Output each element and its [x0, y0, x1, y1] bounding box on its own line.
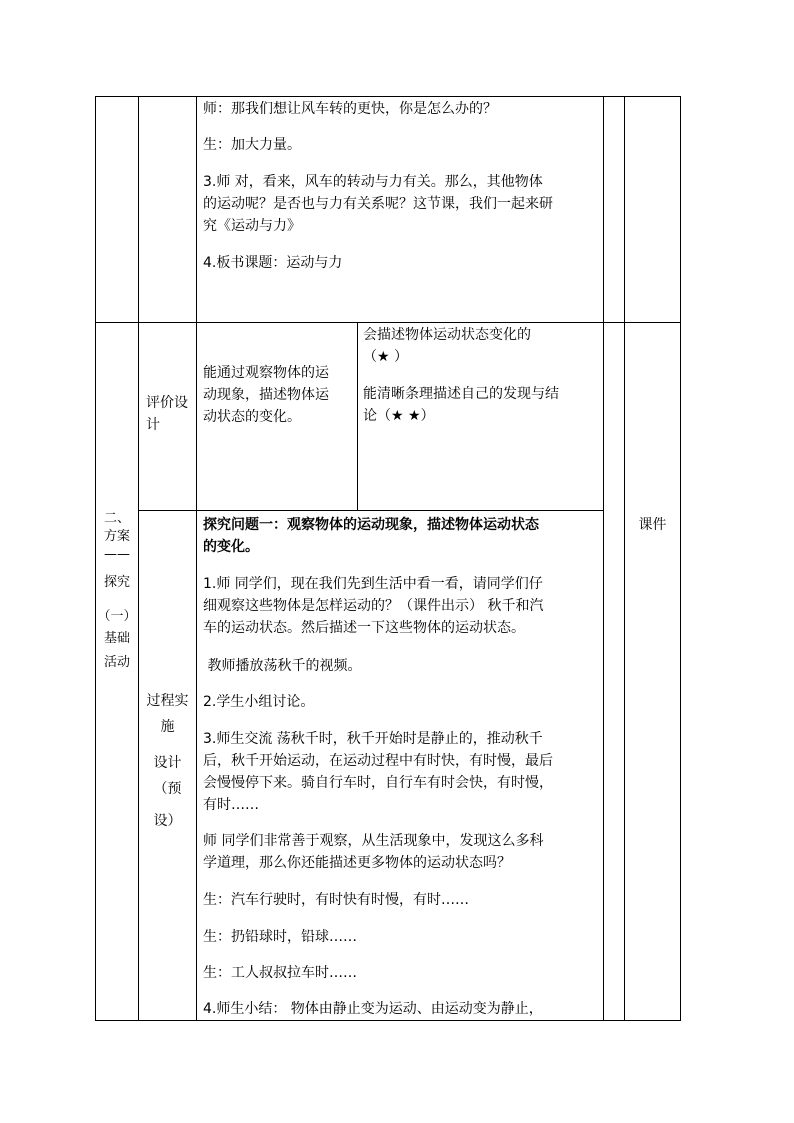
intro-line: 生：加大力量。 — [203, 137, 301, 153]
evaluation-criteria: （★ ） — [363, 349, 409, 365]
intro-line: 师：那我们想让风车转的更快，你是怎么办的？ — [203, 101, 497, 117]
process-line: 3.师生交流 荡秋千时，秋千开始时是静止的，推动秋千 — [203, 731, 543, 747]
section-label-line: 基础 — [103, 631, 130, 646]
section-label-line: 探究 — [103, 575, 130, 590]
process-line: 会慢慢停下来。骑自行车时，自行车有时会快，有时慢， — [203, 775, 553, 791]
process-line: 教师播放荡秋千的视频。 — [203, 658, 362, 674]
process-line: 有时…… — [203, 797, 259, 813]
process-label: （预 — [153, 781, 182, 797]
evaluation-criteria: 会描述物体运动状态变化的 — [363, 327, 531, 343]
table-col-3 — [603, 96, 604, 1021]
evaluation-goal: 能通过观察物体的运 — [203, 365, 329, 381]
table-col-1 — [138, 96, 139, 1021]
table-col-criteria — [357, 322, 358, 510]
table-rule-evaluation — [138, 510, 603, 511]
table-border-right — [680, 96, 681, 1021]
process-line: 细观察这些物体是怎样运动的？（课件出示） 秋千和汽 — [203, 598, 544, 614]
process-line: 2.学生小组讨论。 — [203, 694, 315, 710]
evaluation-label: 计 — [146, 417, 160, 433]
process-label: 设计 — [153, 755, 182, 771]
resource-label: 课件 — [638, 517, 667, 533]
section-label-line: （一） — [97, 609, 137, 624]
process-line: 车的运动状态。然后描述一下这些物体的运动状态。 — [203, 620, 525, 636]
process-label: 施 — [160, 719, 175, 735]
evaluation-label: 评价设 — [146, 395, 188, 411]
table-col-4 — [624, 96, 625, 1021]
evaluation-goal: 动现象，描述物体运 — [203, 387, 329, 403]
table-border-bottom — [95, 1020, 681, 1021]
intro-line: 究《运动与力》 — [203, 218, 301, 234]
process-line: 后，秋千开始运动，在运动过程中有时快，有时慢，最后 — [203, 753, 553, 769]
process-line: 生：扔铅球时，铅球…… — [203, 929, 357, 945]
section-label-line: —— — [104, 547, 130, 562]
table-border-top — [95, 96, 681, 97]
process-line: 学道理，那么你还能描述更多物体的运动状态吗？ — [203, 855, 511, 871]
process-label: 设） — [153, 813, 182, 829]
table-col-2-upper — [196, 96, 197, 322]
table-col-2-lower — [196, 322, 197, 1021]
inquiry-heading: 探究问题一：观察物体的运动现象，描述物体运动状态 — [203, 517, 539, 533]
section-label-line: 二、 — [103, 511, 130, 526]
evaluation-criteria: 论（★ ★） — [363, 408, 435, 424]
intro-line: 4.板书课题：运动与力 — [203, 255, 343, 271]
table-rule-section — [95, 322, 681, 323]
evaluation-criteria: 能清晰条理描述自己的发现与结 — [363, 386, 559, 402]
process-line: 4.师生小结： 物体由静止变为运动、由运动变为静止， — [203, 1001, 543, 1017]
section-label-line: 方案 — [103, 529, 130, 544]
process-line: 1.师 同学们，现在我们先到生活中看一看，请同学们仔 — [203, 576, 543, 592]
process-line: 生：工人叔叔拉车时…… — [203, 965, 357, 981]
evaluation-goal: 动状态的变化。 — [203, 409, 301, 425]
inquiry-heading: 的变化。 — [203, 539, 259, 555]
process-line: 生：汽车行驶时，有时快有时慢，有时…… — [203, 892, 469, 908]
intro-line: 3.师 对，看来，风车的转动与力有关。那么，其他物体 — [203, 174, 543, 190]
section-label-line: 活动 — [103, 655, 130, 670]
process-label: 过程实 — [146, 693, 189, 709]
intro-line: 的运动呢？是否也与力有关系呢？这节课，我们一起来研 — [203, 196, 553, 212]
process-line: 师 同学们非常善于观察，从生活现象中，发现这么多科 — [203, 833, 544, 849]
